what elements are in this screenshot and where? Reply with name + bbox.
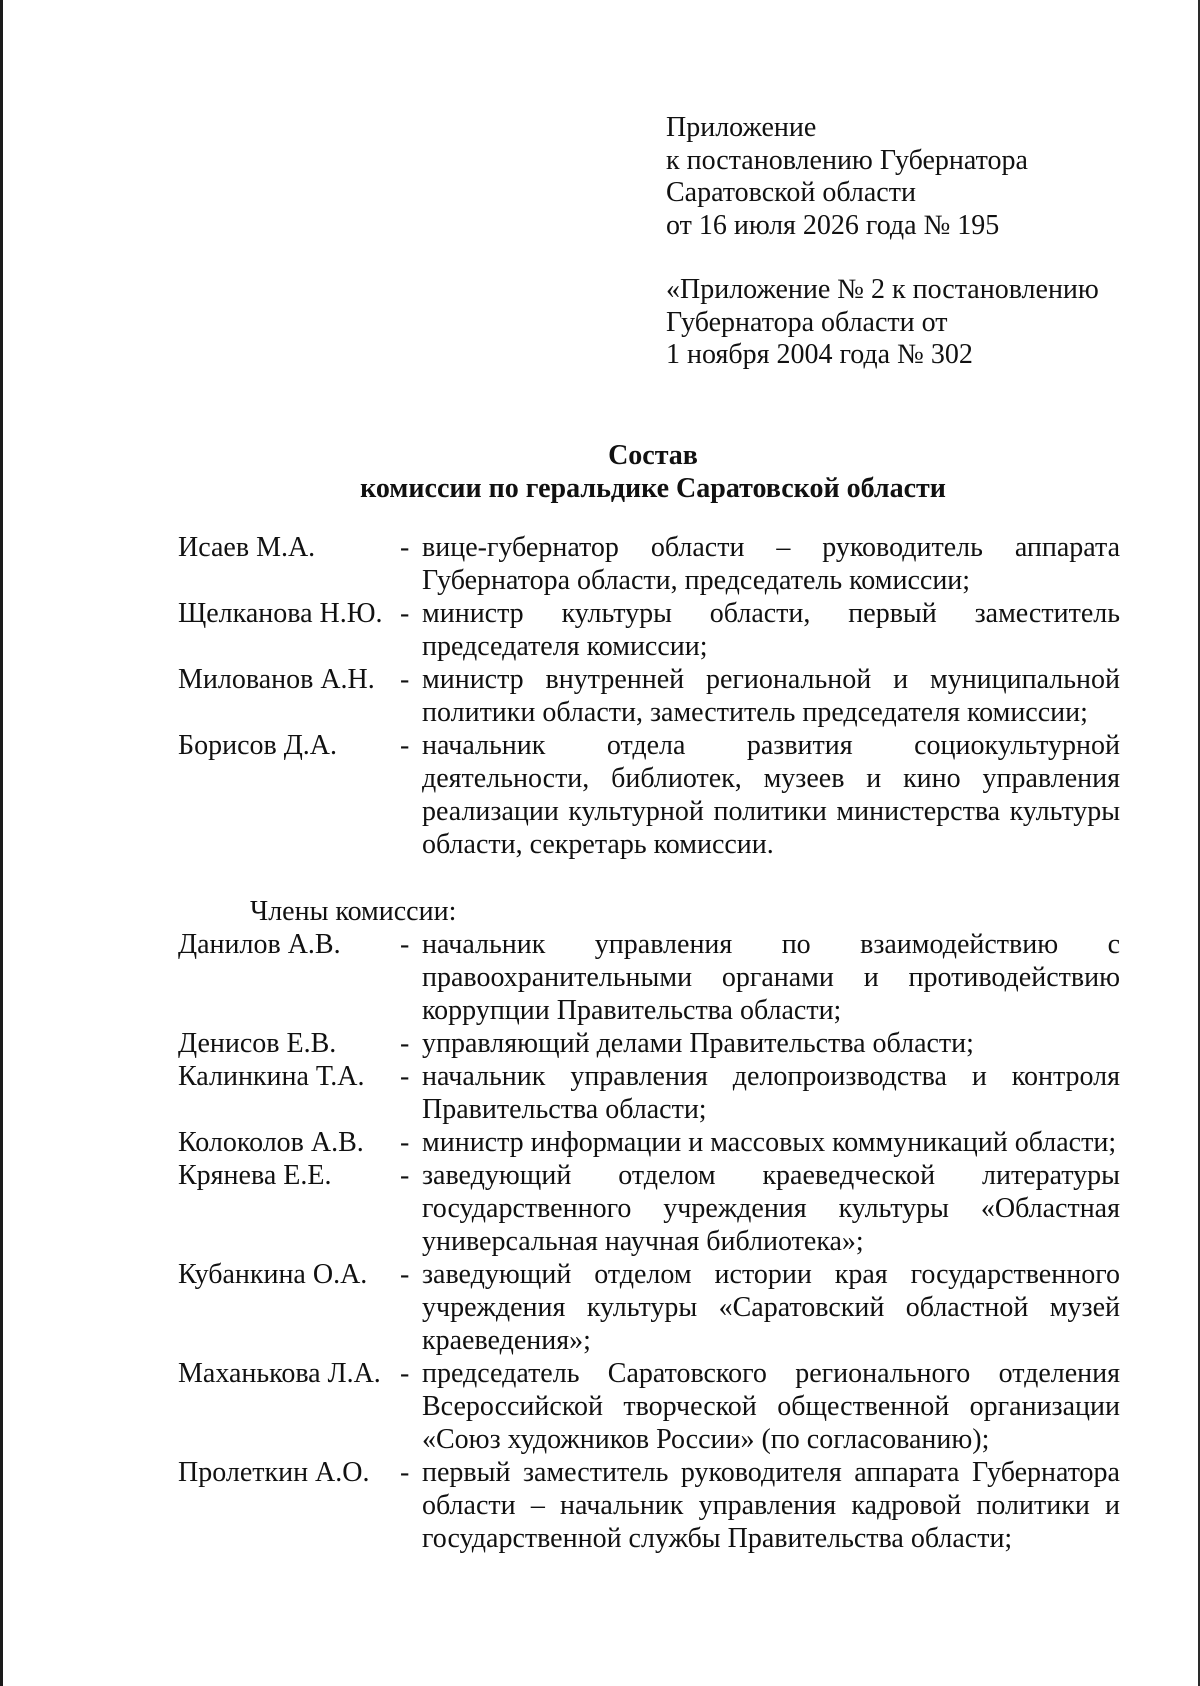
list-item xyxy=(178,531,1120,597)
member-role: заведующий отделом краеведческой литературы государственного учреждения культуры «Областная универсальная научная библиотека»; xyxy=(422,1160,1120,1257)
member-name: Щелканова Н.Ю. xyxy=(178,598,383,629)
list-item xyxy=(178,1126,1120,1159)
member-role: министр информации и массовых коммуникаций области; xyxy=(422,1127,1117,1158)
dash-separator: - xyxy=(400,1259,410,1290)
list-item xyxy=(178,729,1120,861)
dash-separator: - xyxy=(400,1061,410,1092)
document-subtitle: комиссии по геральдике Саратовской области xyxy=(360,473,946,504)
member-name: Маханькова Л.А. xyxy=(178,1358,381,1389)
list-item xyxy=(178,1258,1120,1357)
member-role: начальник управления по взаимодействию с правоохранительными органами и противодействию коррупции Правительства области; xyxy=(422,929,1120,1026)
appendix-line: Губернатора области от xyxy=(666,306,948,338)
appendix-line: Приложение xyxy=(666,112,817,143)
members-heading: Члены комиссии: xyxy=(250,896,457,927)
appendix-line: от 16 июля 2026 года № 195 xyxy=(666,209,1000,241)
scan-edge-left xyxy=(0,0,3,1686)
list-item xyxy=(178,1027,1120,1060)
member-name: Крянева Е.Е. xyxy=(178,1160,332,1191)
member-name: Пролеткин А.О. xyxy=(178,1457,370,1488)
member-name: Денисов Е.В. xyxy=(178,1028,337,1059)
list-item xyxy=(178,663,1120,729)
dash-separator: - xyxy=(400,598,410,629)
appendix-line: 1 ноября 2004 года № 302 xyxy=(666,339,973,370)
member-name: Данилов А.В. xyxy=(178,929,341,960)
dash-separator: - xyxy=(400,1028,410,1059)
list-item xyxy=(178,1159,1120,1258)
member-name: Колоколов А.В. xyxy=(178,1127,364,1158)
dash-separator: - xyxy=(400,532,410,563)
list-item xyxy=(178,928,1120,1027)
dash-separator: - xyxy=(400,1160,410,1191)
dash-separator: - xyxy=(400,1358,410,1389)
member-name: Исаев М.А. xyxy=(178,532,316,563)
document-title: Состав xyxy=(608,440,698,471)
dash-separator: - xyxy=(400,1127,410,1158)
list-item xyxy=(178,597,1120,663)
dash-separator: - xyxy=(400,664,410,695)
dash-separator: - xyxy=(400,929,410,960)
appendix-gap xyxy=(666,242,1099,274)
members-list xyxy=(178,928,1120,1555)
member-role: председатель Саратовского регионального отделения Всероссийской творческой общественной организации «Союз художников России» (по согласованию); xyxy=(422,1358,1120,1455)
member-role: управляющий делами Правительства области; xyxy=(422,1028,974,1059)
member-role: начальник управления делопроизводства и контроля Правительства области; xyxy=(422,1061,1120,1125)
member-name: Милованов А.Н. xyxy=(178,664,375,695)
member-role: начальник отдела развития социокультурной деятельности, библиотек, музеев и кино управления реализации культурной политики министерства культуры области, секретарь комиссии. xyxy=(422,730,1120,860)
appendix-block xyxy=(666,112,1099,372)
list-item xyxy=(178,1060,1120,1126)
dash-separator: - xyxy=(400,730,410,761)
member-name: Кубанкина О.А. xyxy=(178,1259,368,1290)
dash-separator: - xyxy=(400,1457,410,1488)
member-role: первый заместитель руководителя аппарата Губернатора области – начальник управления кадровой политики и государственной службы Правительства области; xyxy=(422,1457,1120,1554)
member-role: вице-губернатор области – руководитель аппарата Губернатора области, председатель комиссии; xyxy=(422,532,1120,596)
member-role: министр культуры области, первый заместитель председателя комиссии; xyxy=(422,598,1120,662)
list-item xyxy=(178,1357,1120,1456)
member-name: Борисов Д.А. xyxy=(178,730,338,761)
appendix-line: к постановлению Губернатора xyxy=(666,144,1028,176)
appendix-line: «Приложение № 2 к постановлению xyxy=(666,274,1099,305)
leadership-list xyxy=(178,531,1120,861)
member-name: Калинкина Т.А. xyxy=(178,1061,365,1092)
member-role: министр внутренней региональной и муниципальной политики области, заместитель председателя комиссии; xyxy=(422,664,1120,728)
list-item xyxy=(178,1456,1120,1555)
appendix-line: Саратовской области xyxy=(666,177,916,208)
member-role: заведующий отделом истории края государственного учреждения культуры «Саратовский областной музей краеведения»; xyxy=(422,1259,1120,1356)
